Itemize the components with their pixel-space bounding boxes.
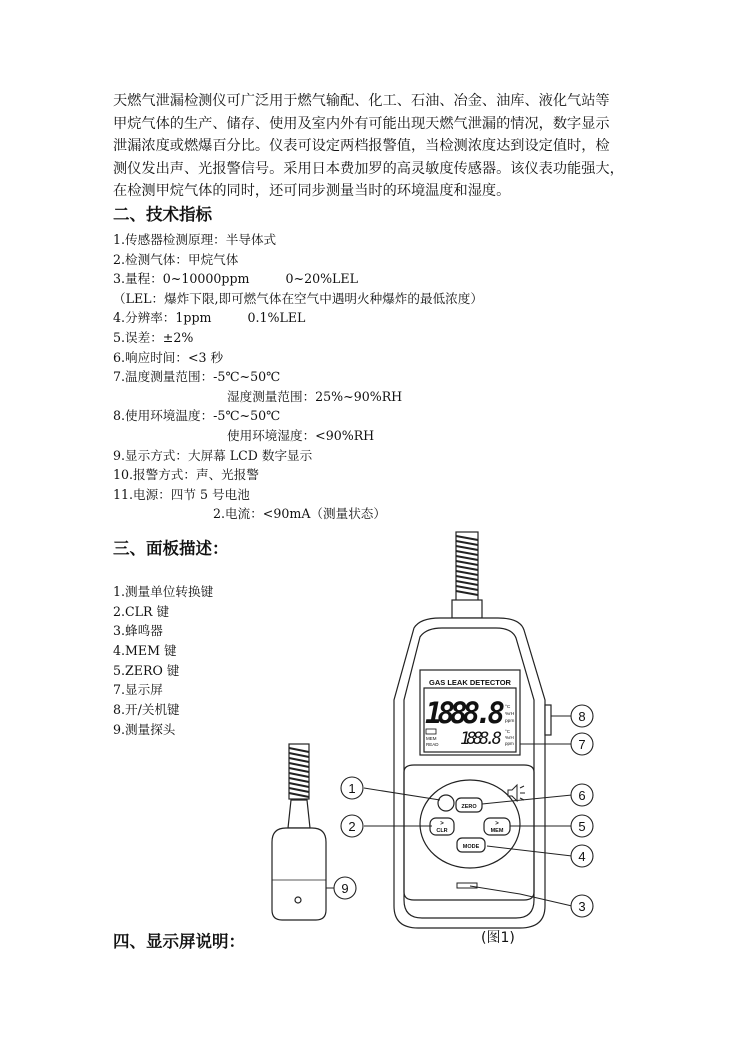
mem-label: MEM — [490, 828, 504, 834]
mem-indicator: MEM — [426, 736, 437, 741]
zero-label: ZERO — [461, 804, 477, 810]
spec-item: 8.使用环境温度：-5℃~50℃ — [113, 408, 281, 424]
cable-coil — [452, 532, 482, 618]
callout-5-label: 5 — [578, 819, 586, 834]
panel-item: 1.测量单位转换键 — [113, 584, 214, 599]
spec-item: 11.电源：四节 5 号电池 — [113, 486, 250, 502]
intro-line: 测仪发出声、光报警信号。采用日本费加罗的高灵敏度传感器。该仪表功能强大， — [113, 160, 624, 177]
panel-item: 3.蜂鸣器 — [113, 623, 163, 639]
unit-c-2: °C — [505, 729, 511, 734]
probe-body — [272, 828, 326, 920]
callout-1-label: 1 — [348, 781, 356, 796]
clr-label: CLR — [436, 828, 448, 834]
intro-line: 甲烷气体的生产、储存、使用及室内外有可能出现天燃气泄漏的情况，数字显示 — [113, 115, 610, 132]
unit-ppm-2: ppm — [505, 741, 514, 746]
callout-2-label: 2 — [348, 819, 356, 834]
figure-label: (图1) — [481, 930, 515, 946]
device-body — [394, 618, 545, 928]
panel-item: 9.测量探头 — [113, 721, 176, 737]
power-switch — [545, 705, 551, 735]
keypad-oval — [420, 780, 520, 868]
sub-reading: 1888.8 — [460, 729, 502, 749]
unit-c: °C — [505, 705, 511, 710]
panel-item: 2.CLR 键 — [113, 603, 170, 619]
intro-line: 在检测甲烷气体的同时，还可同步测量当时的环境温度和湿度。 — [113, 183, 511, 199]
unit-ppm: ppm — [505, 719, 515, 724]
intro-line: 天燃气泄漏检测仪可广泛用于燃气输配、化工、石油、冶金、油库、液化气站等 — [113, 93, 610, 109]
display-section-title: 四、显示屏说明： — [113, 932, 245, 951]
spec-item: 使用环境湿度：<90%RH — [227, 427, 375, 443]
unit-rh-2: %rH — [505, 735, 514, 740]
spec-item: 6.响应时间：<3 秒 — [113, 349, 224, 365]
spec-item: 9.显示方式：大屏幕 LCD 数字显示 — [113, 447, 313, 463]
panel-item: 8.开/关机键 — [113, 702, 180, 718]
callout-7-label: 7 — [578, 737, 586, 752]
callout-4-label: 4 — [578, 849, 586, 864]
spec-item: 3.量程：0~10000ppm 0~20%LEL — [113, 271, 358, 287]
main-reading: 1888.8 — [425, 696, 505, 730]
mem-arrow: > — [495, 821, 499, 827]
panel-section-title: 三、面板描述： — [113, 539, 229, 558]
spec-item: 7.温度测量范围：-5℃~50℃ — [113, 369, 281, 385]
panel-item: 4.MEM 键 — [113, 643, 177, 659]
callout-3-label: 3 — [578, 899, 586, 914]
spec-item: 2.检测气体：甲烷气体 — [113, 251, 239, 267]
spec-section-title: 二、技术指标 — [113, 205, 212, 224]
callout-9-label: 9 — [341, 881, 349, 896]
read-indicator: READ — [426, 742, 439, 747]
spec-item: 4.分辨率：1ppm 0.1%LEL — [113, 310, 306, 326]
spec-note: （LEL：爆炸下限,即可燃气体在空气中遇明火种爆炸的最低浓度） — [113, 290, 483, 306]
spec-item: 湿度测量范围：25%~90%RH — [227, 388, 403, 404]
callout-6-label: 6 — [578, 788, 586, 803]
spec-item: 10.报警方式：声、光报警 — [113, 467, 259, 483]
mode-label: MODE — [462, 844, 480, 850]
spec-item: 2.电流：<90mA（测量状态） — [213, 506, 386, 522]
unit-rh: %rH — [505, 712, 515, 717]
spec-item: 1.传感器检测原理：半导体式 — [113, 232, 277, 247]
spec-item: 5.误差：±2% — [113, 329, 194, 345]
probe-coil — [289, 744, 309, 799]
panel-item: 5.ZERO 键 — [113, 662, 180, 678]
callout-8-label: 8 — [578, 709, 586, 724]
clr-arrow: > — [440, 821, 444, 827]
device-title: GAS LEAK DETECTOR — [429, 678, 511, 687]
panel-item: 7.显示屏 — [113, 682, 163, 698]
intro-line: 泄漏浓度或燃爆百分比。仪表可设定两档报警值，当检测浓度达到设定值时，检 — [113, 138, 610, 154]
